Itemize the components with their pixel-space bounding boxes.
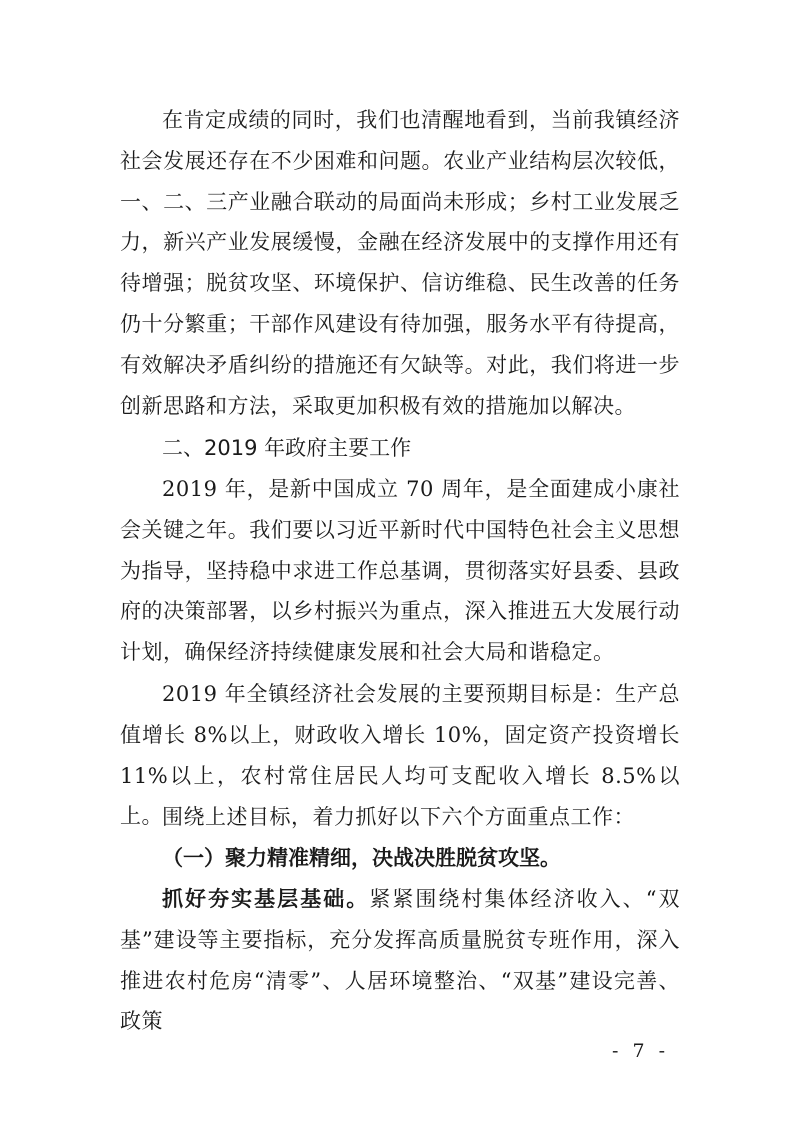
subsection-heading-poverty: （一）聚力精准精细，决战决胜脱贫攻坚。 [162, 845, 561, 870]
section-heading-2019-work: 二、2019 年政府主要工作 [162, 436, 412, 460]
paragraph-lead-text: 抓好夯实基层基础。 [162, 886, 370, 911]
paragraph-six-tasks: 围绕上述目标，着力抓好以下六个方面重点工作： [162, 805, 635, 829]
page-number: - 7 - [612, 1040, 670, 1062]
paragraph-grassroots [120, 879, 680, 1042]
paragraph-2019-targets: 2019 年全镇经济社会发展的主要预期目标是：生产总值增长 8%以上，财政收入增长 10%，固定资产投资增长 11%以上，农村常住居民人均可支配收入增长 8.5%以上。 [120, 682, 680, 829]
paragraph-body-text: 紧紧围绕村集体经济收入、“双基”建设等主要指标，充分发挥高质量脱贫专班作用，深入推进农村危房“清零”、人居环境整治、“双基”建设完善、政策 [120, 887, 680, 1034]
paragraph-difficulties: 在肯定成绩的同时，我们也清醒地看到，当前我镇经济社会发展还存在不少困难和问题。农业产业结构层次较低，一、二、三产业融合联动的局面尚未形成；乡村工业发展乏力，新兴产业发展缓慢，金融在经济发展中的支撑作用还有待增强；脱贫攻坚、环境保护、信访维稳、民生改善的任务仍十分繁重；干部作风建设有待加强，服务水平有待提高，有效解决矛盾纠纷的措施还有欠缺等。对此，我们将进一步创新思路和方法，采取更加积极有效的措施加以解决。 [120, 108, 680, 418]
paragraph-2019-overview: 2019 年，是新中国成立 70 周年，是全面建成小康社会关键之年。我们要以习近平新时代中国特色社会主义思想为指导，坚持稳中求进工作总基调，贯彻落实好县委、县政府的决策部署，以乡村振兴为重点，深入推进五大发展行动计划，确保经济持续健康发展和社会大局和谐稳定。 [120, 477, 680, 665]
